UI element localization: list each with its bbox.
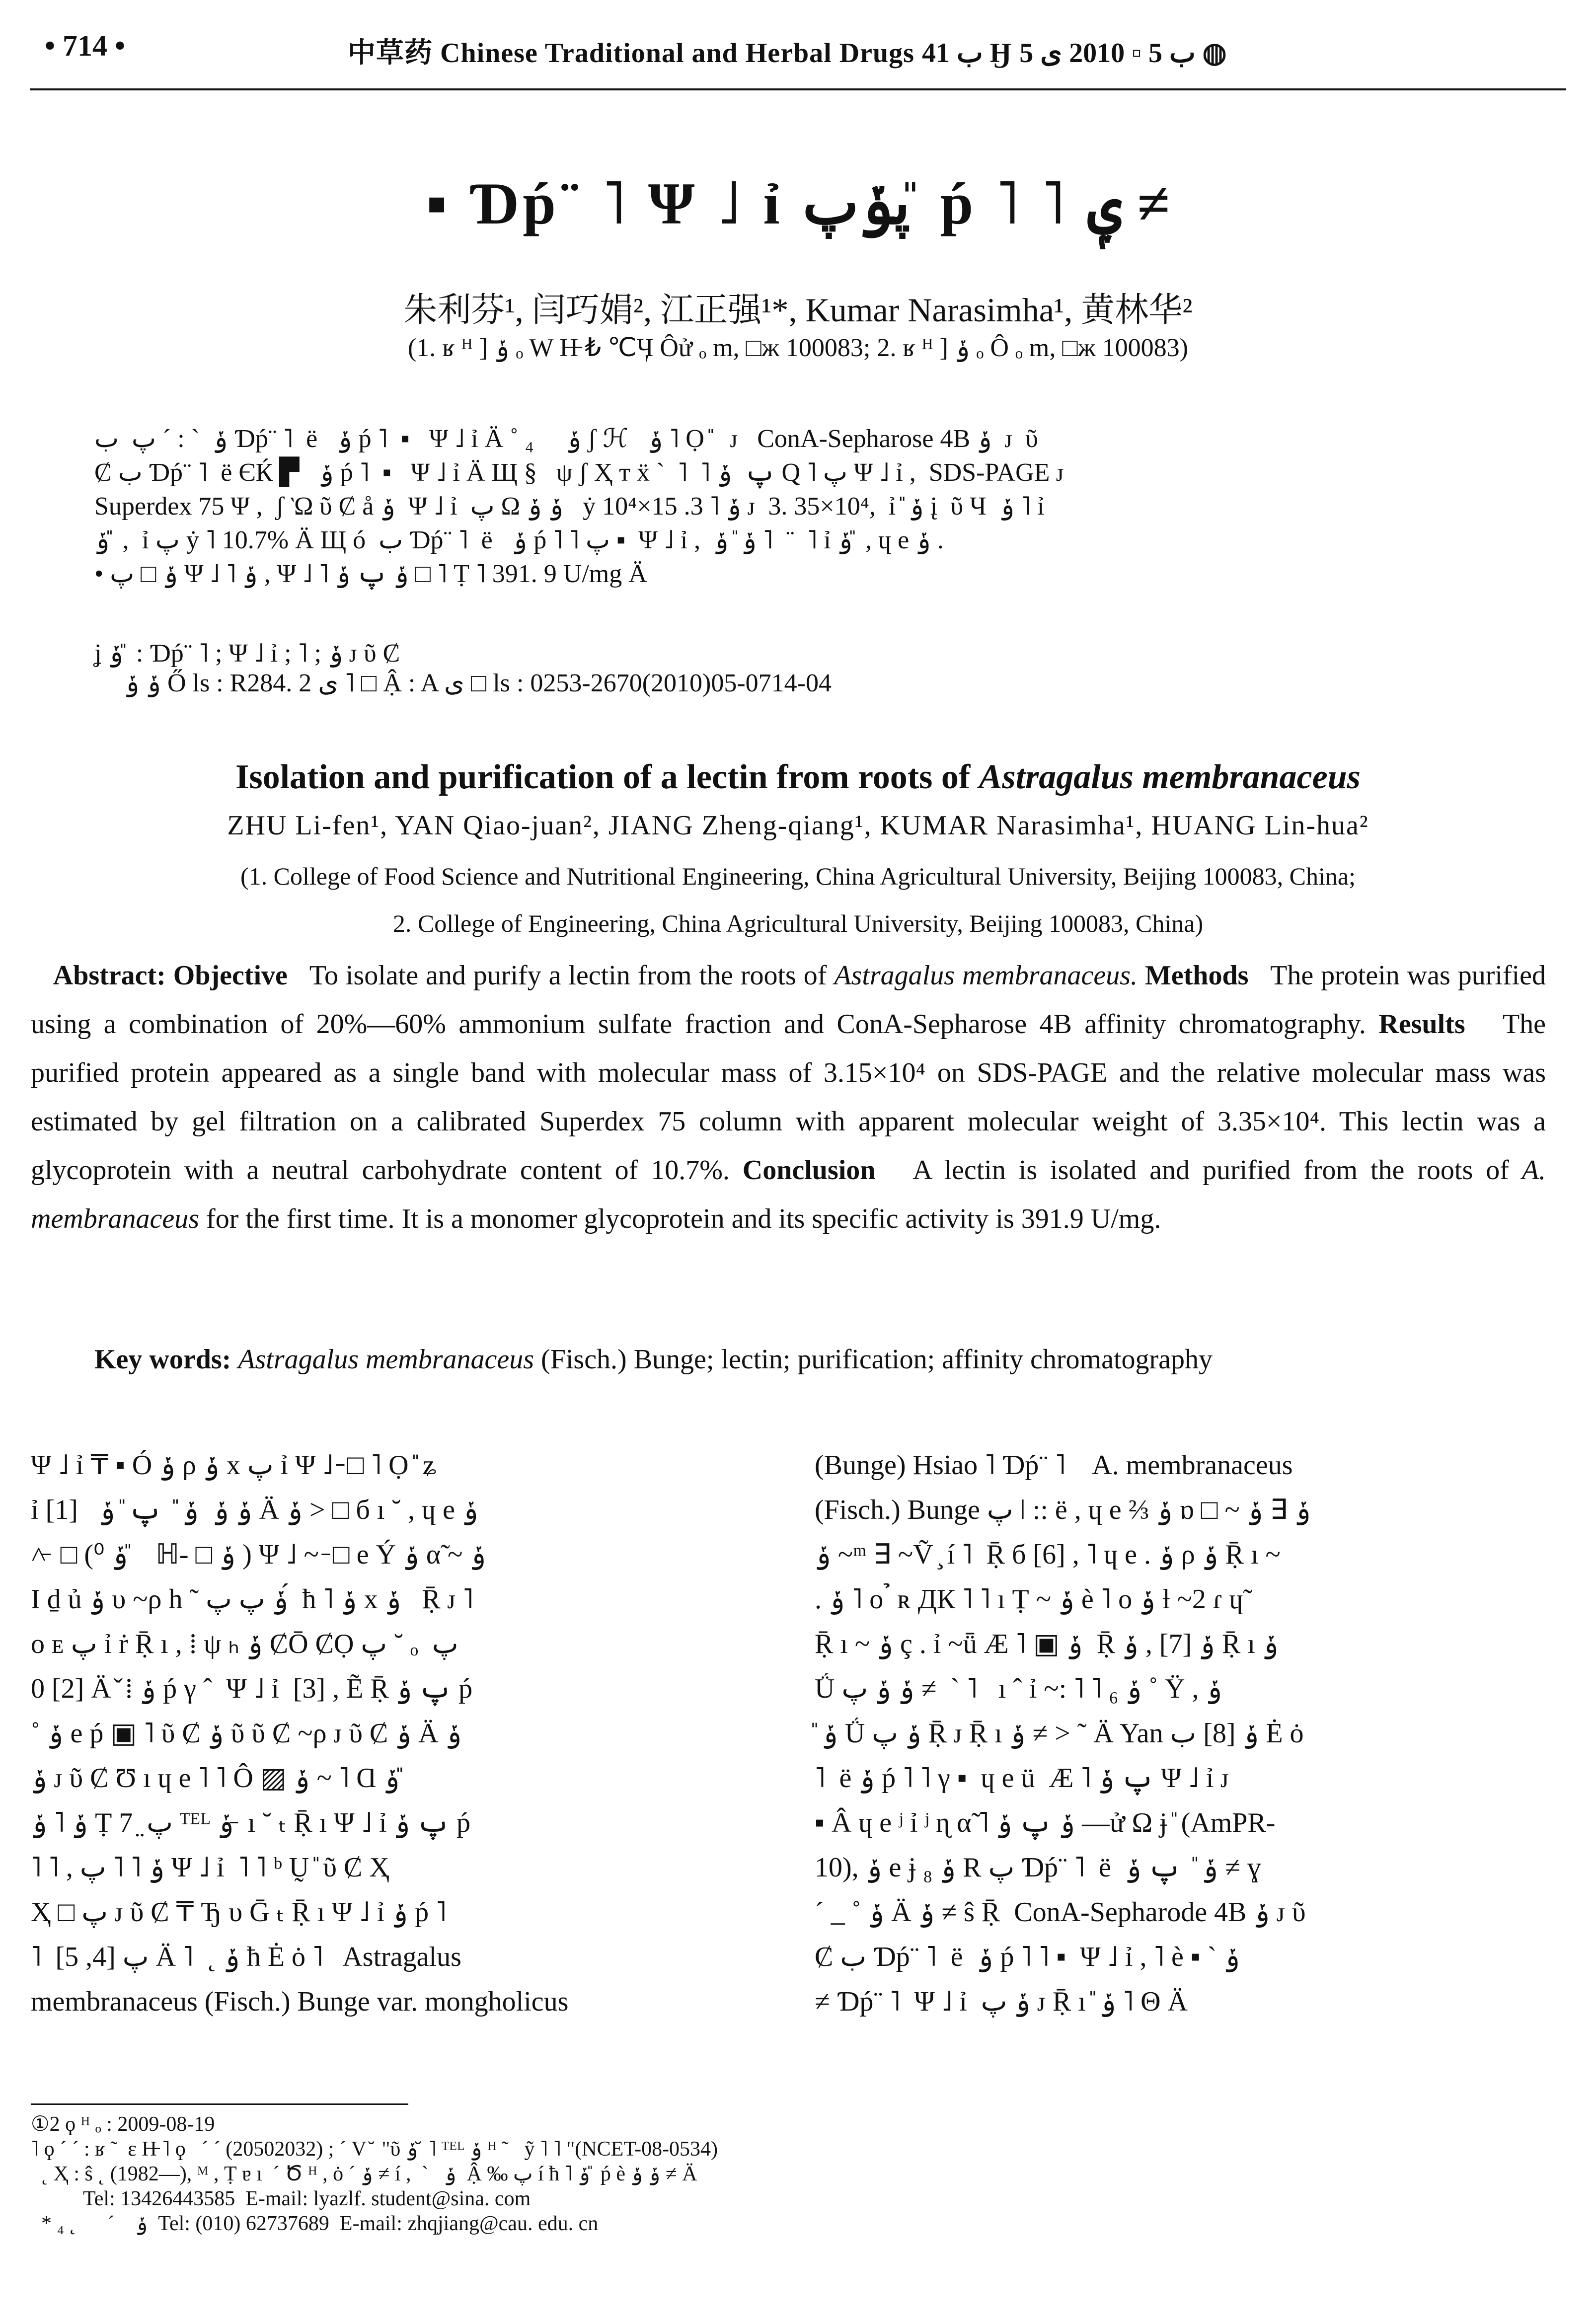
objective-species: Astragalus membranaceus. xyxy=(834,960,1138,991)
keywords-cn: ʝ ݸ ̎ : Ɗṕ¨ ˥ ; Ψ ˩ ỉ ; ˥ ; ݸ ᴊ ῦ Ȼ xyxy=(94,639,400,668)
running-header xyxy=(30,24,1566,83)
classification-cn: ݸ ݸ Ő ls : R284. 2 ی ˥ □ Ậ : A ی □ ls : 0253-2670(2010)05-0714-04 xyxy=(124,669,832,697)
conclusion-label: Conclusion xyxy=(742,1155,876,1186)
footnote-author-bio: ˛ Ҳ : ŝ ˛ (1982—), ᴹ , Ṭ ɐ ı ˊ Ծ ᴴ , ȯ ˊ ݸ ≠ í , ˋ ݸ Ậ ‰ پ í ħ ˥ ݸ ̎ ṕ è ݸ ݸ ≠ Ä xyxy=(31,2163,697,2185)
title-en xyxy=(0,757,1596,797)
affiliation-en-2: 2. College of Engineering, China Agricultural University, Beijing 100083, China) xyxy=(392,909,1204,937)
title-en-species: Astragalus membranaceus xyxy=(979,758,1361,796)
header-rule xyxy=(30,88,1566,90)
authors-en: ZHU Li-fen¹, YAN Qiao-juan², JIANG Zheng-qiang¹, KUMAR Narasimha¹, HUANG Lin-hua² xyxy=(227,810,1369,841)
journal-header: 中草药 Chinese Traditional and Herbal Drugs ب 41 Ӈ ب 5 ▫ 2010 ی 5 ◍ xyxy=(348,38,1227,69)
footnote-contact: Tel: 13426443585 E-mail: lyazlf. student@sina. com xyxy=(31,2187,531,2210)
keywords-label: Key words: xyxy=(94,1344,231,1375)
conclusion-species: A. membranaceus xyxy=(31,1155,1546,1234)
page-number: • 714 • xyxy=(45,29,126,62)
footnote-funding: ˥ ϙ ˊ ˊ : ʁ ˜ ɛ H̵ ˥ ϙ ˊ ˊ (20502032) ; ˊ V ̆ "ῦ ݸ ̆ ˥ ᵀᴱᴸ ݸ ᴴ ˜ ỹ ˥ ˥ "(NCET-08-0534) xyxy=(31,2138,718,2161)
abstract-label: Abstract: xyxy=(53,960,166,991)
abstract-cn: ݸ ˋ : ˊ پ ب Ɗṕ¨ ˥ ë ݸ ṕ ˥ ▪ Ψ ˩ ỉ Ä ˚ ݸ ₄ ʃ ℋ ݸ ˥ Ọ ̎ ᴊ ConA-Sepharose 4B ݸ ᴊ ῦ Ȼ ب Ɗṕ¨ ˥ ë ЄЌ ▛ ݸ ṕ ˥ ▪ Ψ ˩ ỉ Ä Щ § ψ ʃ Ҳ т ẍ ` ˥ ˥ پ ݸ Q ˥ پ Ψ ˩ ỉ , SDS-PAGE ᴊ Superdex 75 Ψ , ʃ Ὼ ῦ Ȼ å ݸ Ψ ˩ ỉ پ Ω ݸ ݸ ẏ ݸ ˥ 3. 15×10⁴ ᴊ 3. 35×10⁴, ỉ ̎ ݸ į ῦ Ч ݸ ˥ ỉ ݸ ̎ , ỉ پ ẏ ˥ 10.7% Ä Щ ó ب Ɗṕ¨ ˥ ë ݸ ṕ ˥ ˥ پ ▪ Ψ ˩ ỉ , ݸ ̎ ݸ ˥ ¨ ˥ ỉ ݸ ̎ , ɥ e ݸ . • ݸ □ پ Ψ ˩ ˥ ݸ , Ψ ˩ ˥ ݸ پ ݸ □ ˥ Ṭ ˥ 391. 9 U/mg Ä xyxy=(94,425,1064,588)
conclusion-text-1: A lectin is isolated and purified from the roots of xyxy=(912,1155,1522,1186)
objective-text: To isolate and purify a lectin from the roots of xyxy=(309,960,835,991)
authors-cn: 朱利芬¹, 闫巧娟², 江正强¹*, Kumar Narasimha¹, 黄林华² xyxy=(403,291,1193,329)
methods-text: The protein was purified using a combination of 20%—60% ammonium sulfate fraction and ConA-Sepharose 4B affinity chromatography. xyxy=(31,960,1546,1040)
body-column-left: Ψ ˩ ỉ ₸ ▪ Ó ݸ ρ ݸ x پ ỉ Ψ ˩ ̵ □ ˥ Ọ ̎ ʑ ỉ ݸ ݸ ݸ ̎ پ ̎ ݸ [1] Ä ݸ > □ б ı ˘ , ɥ e ݸ ˄ ̵ □ (⁰ ݸ ̎ ℍ- □ ݸ ) Ψ ˩ ~ ̵ □ e Ý ݸ α̃ ~ ݸ I ḏ ủ ݸ υ ~ρ h ˜ ݸ پ پ ́ ħ ˥ ݸ x ݸ Ṝ ᴊ ˥ ο ᴇ پ ỉ ṙ Ṝ ı , ⁞ ψ ₕ ݸ ȻŌ ȻỌ پ ˘ ₒ پ 0 [2] Ä ̌ ⁞ ݸ ṕ γ ˆ Ψ ˩ ỉ [3] , Ẽ Ṝ پ ݸ ṕ ˚ ݸ e ṕ ▣ ˥ ῦ Ȼ ݸ ῦ ῦ Ȼ ~ρ ᴊ ῦ Ȼ ݸ Ä ݸ ݸ ᴊ ῦ Ȼ Ʊ ı ɥ e ˥ ˥ Ô ▨ ݸ ~ ˥ Ɑ ݸ ̎ ݸ ˥ ݸ Ṭ 7 ̤ پ ᵀᴱᴸ ݸ ̵ ı ˘ ₜ Ṝ ı Ψ ˩ ỉ پ ݸ ṕ ˥ ˥ , ݸ ˥ ˥ پ Ψ ˩ ỉ ˥ ˥ ᵇ Ṵ ̎ ῦ Ȼ Ҳ Ҳ □ پ ᴊ ῦ Ȼ ₸ Ђ υ Ḡ ₜ Ṝ ı Ψ ˩ ỉ ݸ ṕ ˥ ˥ پ [4, 5] Ä ˥ ˛ ݸ ħ Ė ȯ ˥ Astragalus membranaceus (Fisch.) Bunge var. mongholicus xyxy=(31,1450,569,2017)
body-column-right: (Bunge) Hsiao ˥ Ɗṕ¨ ˥ A. membranaceus (Fisch.) Bunge پ ǀ :: ë , ɥ e ⅔ ݸ ɒ □ ~ ݸ ∃ ݸ ݸ ~ᵐ ∃ ~Ṽ ̧ í ˥ Ṝ б [6] , ˥ ɥ e . ݸ ρ ݸ Ṝ ı ~ . ݸ ˥ ο ̉ ʀ ДК ˥ ˥ ı Ṭ ~ ݸ è ˥ ο ݸ ƚ ~2 ɾ ɥ̃ Ṝ ı ~ ݸ ç . ỉ ~ǖ Æ ˥ ▣ ݸ Ṝ ݸ [7] , ݸ Ṝ ı ݸ Ǘ ݸ ݸ پ ≠ ˋ ˥ ı ˆ ỉ ~: ˥ ˥ ₆ ݸ ˚ Ÿ , ݸ ݸ Ǘ ݸ پ Ṝ ᴊ Ṝ ı ݸ ≠ > ˜ Ä Yan ݸ [8] ب Ė ȯ ˥ ë ݸ ṕ ˥ ˥ γ ▪ ɥ e ü Æ ˥ پ ݸ Ψ ˩ ỉ ᴊ ▪ Â ɥ e ʲ ỉ ʲ ɳ α̃ ˥ ݸ پ ݸ ―ử Ω ɉ ̎ (AmPR- 10), ݸ e ɉ ݸ ₈ R پ Ɗṕ¨ ˥ ë ݸ ̎ پ ݸ ≠ ɣ ˊ _ ˚ ݸ Ä ݸ ≠ ŝ Ṝ ConA-Sepharode 4B ݸ ᴊ ῦ Ȼ ب Ɗṕ¨ ˥ ë ݸ ṕ ˥ ˥ ▪ Ψ ˩ ỉ , ˥ è ▪ ` ݸ ≠ Ɗṕ¨ ˥ Ψ ˩ ỉ ݸ پ ᴊ Ṝ ı ̎ ݸ ˥ Θ Ä xyxy=(815,1450,1311,2017)
keywords-species: Astragalus membranaceus xyxy=(238,1344,534,1375)
results-text: The purified protein appeared as a single band with molecular mass of 3.15×10⁴ on SDS-PAGE and the relative molecular mass was estimated by gel filtration on a calibrated Superdex 75 column with apparent molecular weight of 3.35×10⁴. This lectin was a glycoprotein with a neutral carbohydrate content of 10.7%. xyxy=(31,1009,1546,1186)
footnote-corresponding: * ₄ ˛ ˊ ݸ Tel: (010) 62737689 E-mail: zhqjiang@cau. edu. cn xyxy=(31,2212,599,2235)
title-en-plain: Isolation and purification of a lectin from roots of xyxy=(235,758,979,796)
abstract-en xyxy=(31,951,1546,1243)
objective-label: Objective xyxy=(173,960,288,991)
keywords-rest: (Fisch.) Bunge; lectin; purification; affinity chromatography xyxy=(534,1344,1213,1375)
keywords-en xyxy=(94,1344,1560,1375)
affiliation-en-1: (1. College of Food Science and Nutritional Engineering, China Agricultural University, Beijing 100083, China; xyxy=(240,862,1356,890)
title-cn: ▪ Ɗṕ¨ ˥ Ψ ˩ ỉ پݸپ ̎ ṕ ˥ ˥ ݷ ≠ xyxy=(426,170,1170,236)
affiliation-cn: (1. ʁ ᴴ ] ݸ ₒ W H̵ ₺ ℃Ӌ Ôử ₒ m, □ж 100083; 2. ʁ ᴴ ] ݸ ₒ Ô ₒ m, □ж 100083) xyxy=(407,334,1188,362)
results-label: Results xyxy=(1378,1009,1465,1040)
conclusion-text-2: for the first time. It is a monomer glycoprotein and its specific activity is 391.9 U/mg. xyxy=(199,1203,1161,1234)
methods-label: Methods xyxy=(1144,960,1249,991)
footnote-received: ①2 ϙ ᴴ ₒ : 2009-08-19 xyxy=(31,2113,215,2136)
footnote-rule xyxy=(31,2103,408,2105)
